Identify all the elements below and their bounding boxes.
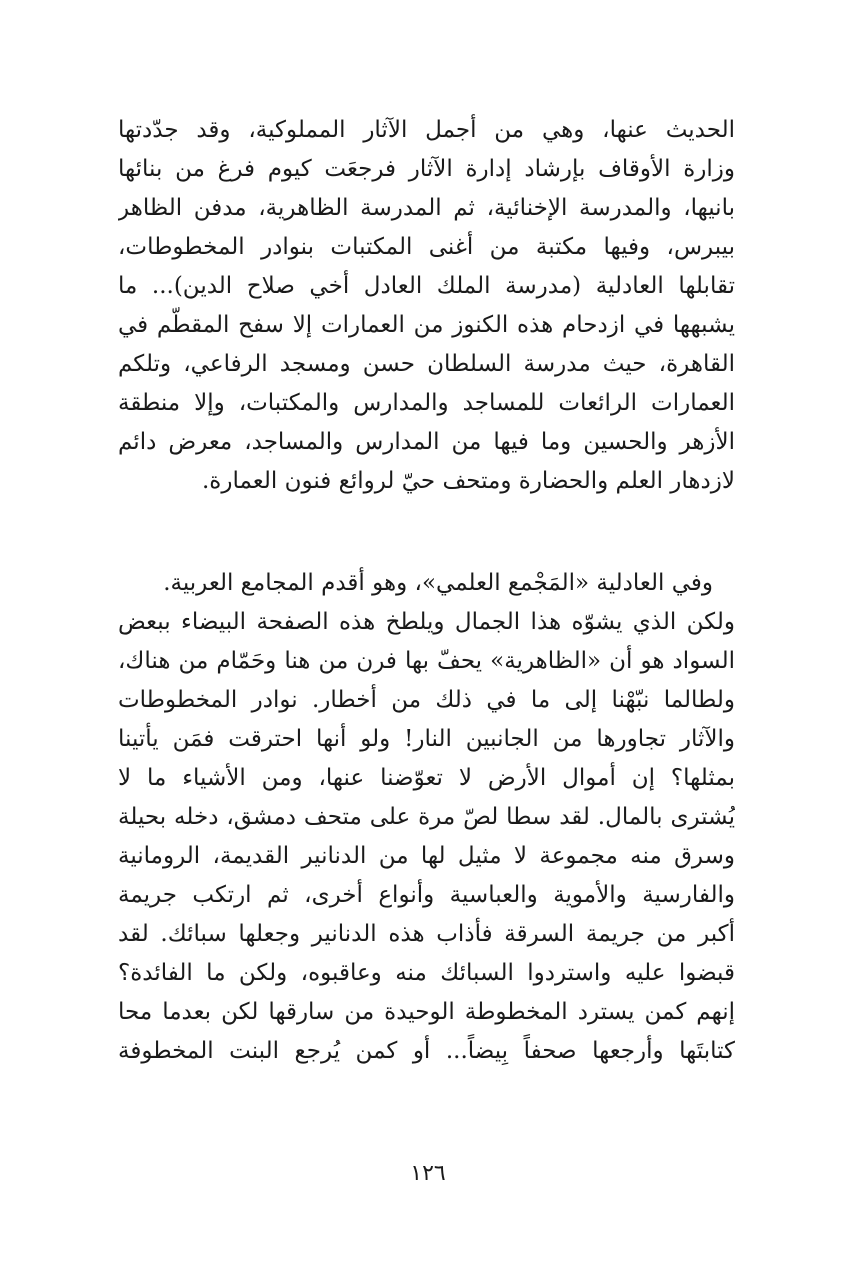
- text-line: قبضوا عليه واستردوا السبائك منه وعاقبوه، ولكن ما الفائدة؟: [118, 960, 735, 986]
- text-line: بمثلها؟ إن أموال الأرض لا تعوّضنا عنها، ومن الأشياء ما لا: [118, 765, 735, 791]
- text-line: العمارات الرائعات للمساجد والمدارس والمكتبات، وإلا منطقة: [118, 390, 735, 416]
- text-line: يُشترى بالمال. لقد سطا لصّ مرة على متحف دمشق، دخله بحيلة: [118, 804, 735, 830]
- text-line: وفي العادلية «المَجْمع العلمي»، وهو أقدم المجامع العربية.: [163, 570, 713, 596]
- text-line: وزارة الأوقاف بإرشاد إدارة الآثار فرجعَت كيوم فرغ من بنائها: [118, 156, 735, 182]
- text-line: بيبرس، وفيها مكتبة من أغنى المكتبات بنوادر المخطوطات،: [118, 234, 735, 260]
- paragraph-2: [118, 564, 735, 1071]
- text-line: السواد هو أن «الظاهرية» يحفّ بها فرن من هنا وحَمّام من هناك،: [118, 648, 735, 674]
- text-line: والآثار تجاورها من الجانبين النار! ولو أنها احترقت فمَن يأتينا: [118, 726, 735, 752]
- page-number: ١٢٦: [410, 1161, 446, 1186]
- text-line: الأزهر والحسين وما فيها من المدارس والمساجد، معرض دائم: [118, 429, 735, 455]
- text-line: ولكن الذي يشوّه هذا الجمال ويلطخ هذه الصفحة البيضاء ببعض: [118, 609, 735, 635]
- text-line: كتابتَها وأرجعها صحفاً بِيضاً... أو كمن يُرجع البنت المخطوفة: [118, 1038, 735, 1064]
- text-line: ولطالما نبّهْنا إلى ما في ذلك من أخطار. نوادر المخطوطات: [118, 687, 735, 713]
- text-line: لازدهار العلم والحضارة ومتحف حيّ لروائع فنون العمارة.: [202, 468, 735, 494]
- text-line: إنهم كمن يسترد المخطوطة الوحيدة من سارقها لكن بعدما محا: [118, 999, 735, 1025]
- text-line: تقابلها العادلية (مدرسة الملك العادل أخي صلاح الدين)... ما: [118, 273, 735, 299]
- text-line: يشبهها في ازدحام هذه الكنوز من العمارات إلا سفح المقطّم في: [118, 312, 735, 338]
- text-line: وسرق منه مجموعة لا مثيل لها من الدنانير القديمة، الرومانية: [118, 843, 735, 869]
- text-line: أكبر من جريمة السرقة فأذاب هذه الدنانير وجعلها سبائك. لقد: [118, 921, 735, 947]
- text-line: الحديث عنها، وهي من أجمل الآثار المملوكية، وقد جدّدتها: [118, 117, 735, 143]
- text-line: بانيها، والمدرسة الإخنائية، ثم المدرسة الظاهرية، مدفن الظاهر: [118, 195, 735, 221]
- text-line: القاهرة، حيث مدرسة السلطان حسن ومسجد الرفاعي، وتلكم: [118, 351, 735, 377]
- text-line: والفارسية والأموية والعباسية وأنواع أخرى، ثم ارتكب جريمة: [118, 882, 735, 908]
- paragraph-1: [118, 111, 735, 501]
